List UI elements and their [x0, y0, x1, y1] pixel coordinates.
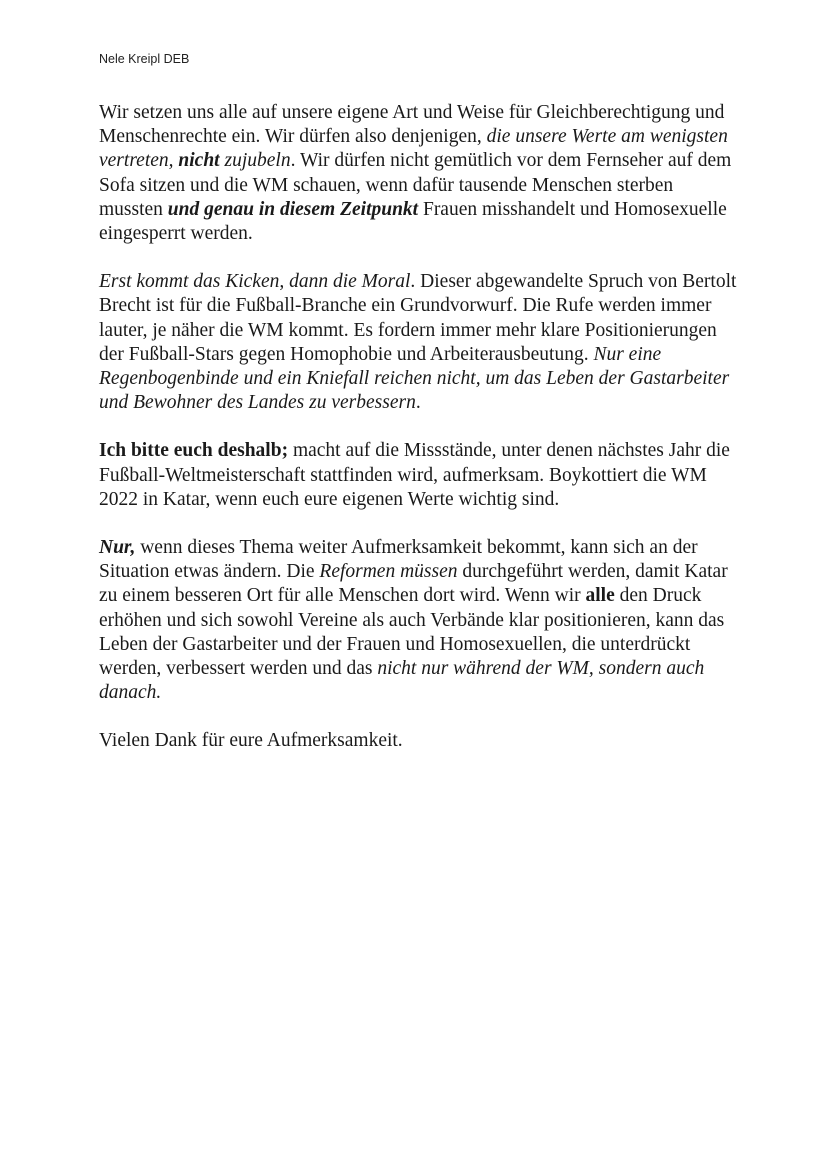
document-body [99, 101, 739, 778]
text-segment: . Dieser abgewandelte Spruch von Bertolt Brecht ist für die Fußball-Branche ein Grundvorwurf. Die Rufe werden immer lauter, je näher die WM kommt. Es fordern immer mehr klare Positionierungen der Fußball-Stars gegen Homophobie und Arbeiterausbeutung. [99, 271, 737, 365]
text-segment-bold: alle [585, 585, 615, 607]
paragraph-4 [99, 536, 739, 705]
text-segment-bold: Ich bitte euch deshalb; [99, 440, 289, 462]
text-segment: durchgeführt werden, damit Katar zu einem besseren Ort für alle Menschen dort wird. Wenn wir [99, 561, 728, 607]
text-segment-bold-italic: Nur, [99, 537, 136, 559]
author-header: Nele Kreipl DEB [99, 52, 190, 66]
text-segment: Frauen misshandelt und Homosexuelle eingesperrt werden. [99, 198, 727, 245]
text-segment-italic: nicht nur während der WM, sondern auch danach. [99, 658, 705, 704]
text-segment: Vielen Dank für eure Aufmerksamkeit. [99, 730, 403, 752]
text-segment-bold-italic: nicht [178, 150, 220, 172]
closing-paragraph [99, 729, 739, 753]
text-segment: . Wir dürfen nicht gemütlich vor dem Fernseher auf dem Sofa sitzen und die WM schauen, wenn dafür tausende Menschen sterben mussten [99, 150, 732, 220]
text-segment: Wir setzen uns alle auf unsere eigene Art und Weise für Gleichberechtigung und Menschenrechte ein. Wir dürfen also denjenigen, [99, 102, 725, 148]
text-segment-italic: die unsere Werte am wenigsten vertreten, [99, 126, 728, 172]
paragraph-1 [99, 101, 739, 246]
paragraph-2 [99, 270, 739, 415]
text-segment: macht auf die Missstände, unter denen nächstes Jahr die Fußball-Weltmeisterschaft stattfinden wird, aufmerksam. Boykottiert die WM 2022 in Katar, wenn euch eure eigenen Werte wichtig sind. [99, 440, 730, 510]
text-segment-italic: Erst kommt das Kicken, dann die Moral [99, 271, 411, 293]
text-segment-bold-italic: und genau in diesem Zeitpunkt [167, 198, 419, 220]
text-segment: den Druck erhöhen und sich sowohl Vereine als auch Verbände klar positionieren, kann das Leben der Gastarbeiter und der Frauen und Homosexuellen, die unterdrückt werden, verbessert werden und das [99, 585, 725, 680]
paragraph-3 [99, 439, 739, 512]
text-segment-italic: Reformen müssen [319, 561, 458, 583]
text-segment-italic: zujubeln [219, 150, 291, 172]
text-segment: wenn dieses Thema weiter Aufmerksamkeit bekommt, kann sich an der Situation etwas ändern. Die [99, 537, 698, 583]
text-segment-italic: Nur eine Regenbogenbinde und ein Kniefall reichen nicht, um das Leben der Gastarbeiter und Bewohner des Landes zu verbessern [99, 343, 730, 414]
text-segment: . [415, 392, 421, 414]
